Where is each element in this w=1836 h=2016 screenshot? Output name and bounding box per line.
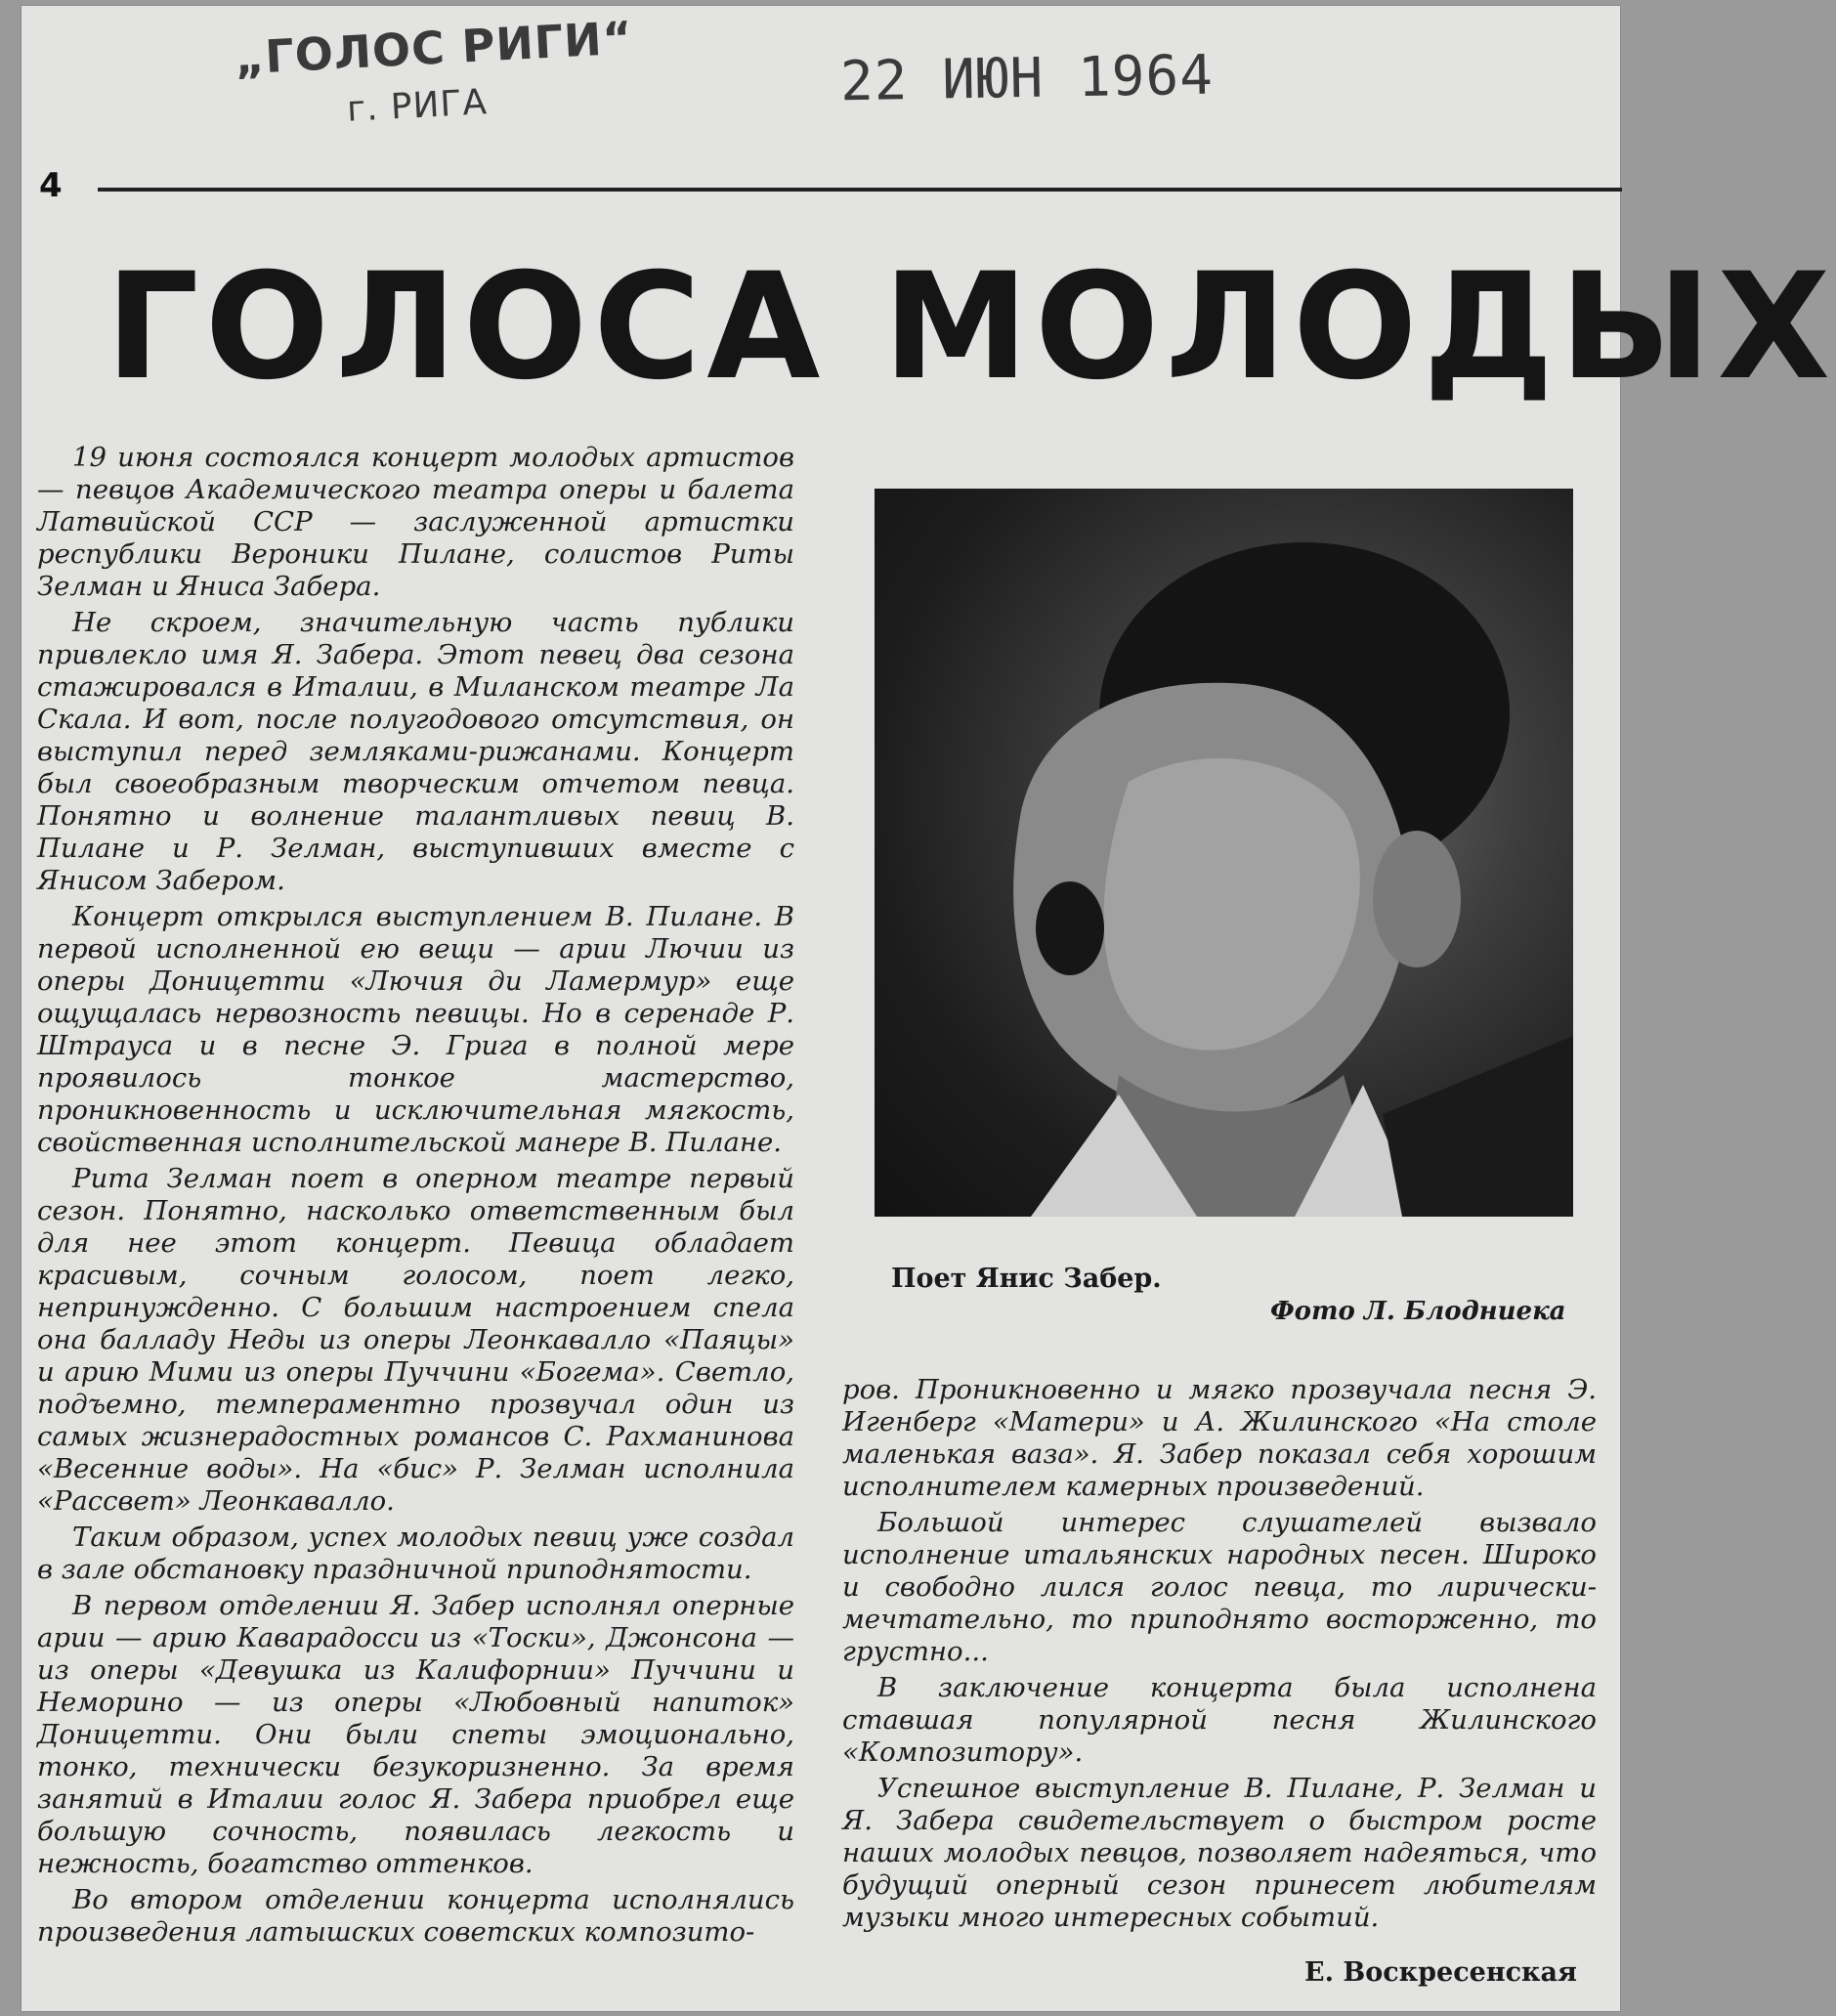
- article-right-column: [842, 1374, 1597, 1938]
- article-paragraph: Не скроем, значительную часть публики привлекло имя Я. Забера. Этот певец два сезона стажировался в Италии, в Миланском театре Ла Скала. И вот, после полугодового отсутствия, он выступил перед земляками-рижанами. Концерт был своеобразным творческим отчетом певца. Понятно и волнение талантливых певиц В. Пилане и Р. Зелман, выступивших вместе с Янисом Забером.: [37, 607, 794, 896]
- article-paragraph: Во втором отделении концерта исполнялись произведения латышских советских композито-: [37, 1884, 794, 1948]
- article-paragraph: В заключение концерта была исполнена ставшая популярной песня Жилинского «Композитору».: [842, 1672, 1597, 1768]
- article-paragraph: 19 июня состоялся концерт молодых артистов — певцов Академического театра оперы и балета Латвийской ССР — заслуженной артистки республики Вероники Пилане, солистов Риты Зелман и Яниса Забера.: [37, 442, 794, 602]
- article-paragraph: Большой интерес слушателей вызвало исполнение итальянских народных песен. Широко и свободно лился голос певца, то лирически-мечтательно, то приподнято восторженно, то грустно...: [842, 1507, 1597, 1667]
- singer-photo: [875, 489, 1573, 1217]
- photo-caption: Поет Янис Забер.: [891, 1264, 1162, 1294]
- singer-portrait-image: [875, 489, 1573, 1217]
- article-paragraph: Таким образом, успех молодых певиц уже создал в зале обстановку праздничной приподнятости.: [37, 1522, 794, 1585]
- article-paragraph: ров. Проникновенно и мягко прозвучала песня Э. Игенберг «Матери» и А. Жилинского «На столе маленькая ваза». Я. Забер показал себя хорошим исполнителем камерных произведений.: [842, 1374, 1597, 1502]
- article-paragraph: Успешное выступление В. Пилане, Р. Зелман и Я. Забера свидетельствует о быстром росте наших молодых певцов, позволяет надеяться, что будущий оперный сезон принесет любителям музыки много интересных событий.: [842, 1773, 1597, 1933]
- city-stamp: г. РИГА: [346, 82, 490, 130]
- page-number: 4: [39, 166, 63, 205]
- newspaper-name-stamp: „ГОЛОС РИГИ“: [233, 11, 635, 85]
- article-paragraph: В первом отделении Я. Забер исполнял оперные арии — арию Каварадосси из «Тоски», Джонсона — из оперы «Девушка из Калифорнии» Пуччини и Неморино — из оперы «Любовный напиток» Доницетти. Они были спеты эмоционально, тонко, технически безукоризненно. За время занятий в Италии голос Я. Забера приобрел еще большую сочность, появилась легкость и нежность, богатство оттенков.: [37, 1590, 794, 1879]
- article-left-column: [37, 442, 794, 1952]
- date-stamp: 22 ИЮН 1964: [839, 43, 1215, 114]
- photo-credit: Фото Л. Блодниека: [1270, 1297, 1566, 1326]
- article-headline: ГОЛОСА МОЛОДЫХ: [106, 242, 1836, 412]
- top-rule-divider: [98, 188, 1622, 192]
- article-paragraph: Концерт открылся выступлением В. Пилане. В первой исполненной ею вещи — арии Лючии из оперы Доницетти «Лючия ди Ламермур» еще ощущалась нервозность певицы. Но в серенаде Р. Штрауса и в песне Э. Грига в полной мере проявилось тонкое мастерство, проникновенность и исключительная мягкость, свойственная исполнительской манере В. Пилане.: [37, 901, 794, 1158]
- article-author: Е. Воскресенская: [1304, 1957, 1577, 1988]
- article-paragraph: Рита Зелман поет в оперном театре первый сезон. Понятно, насколько ответственным был для нее этот концерт. Певица обладает красивым, сочным голосом, поет легко, непринужденно. С большим настроением спела она балладу Неды из оперы Леонкавалло «Паяцы» и арию Мими из оперы Пуччини «Богема». Светло, подъемно, темпераментно прозвучал один из самых жизнерадостных романсов С. Рахманинова «Весенние воды». На «бис» Р. Зелман исполнила «Рассвет» Леонкавалло.: [37, 1163, 794, 1517]
